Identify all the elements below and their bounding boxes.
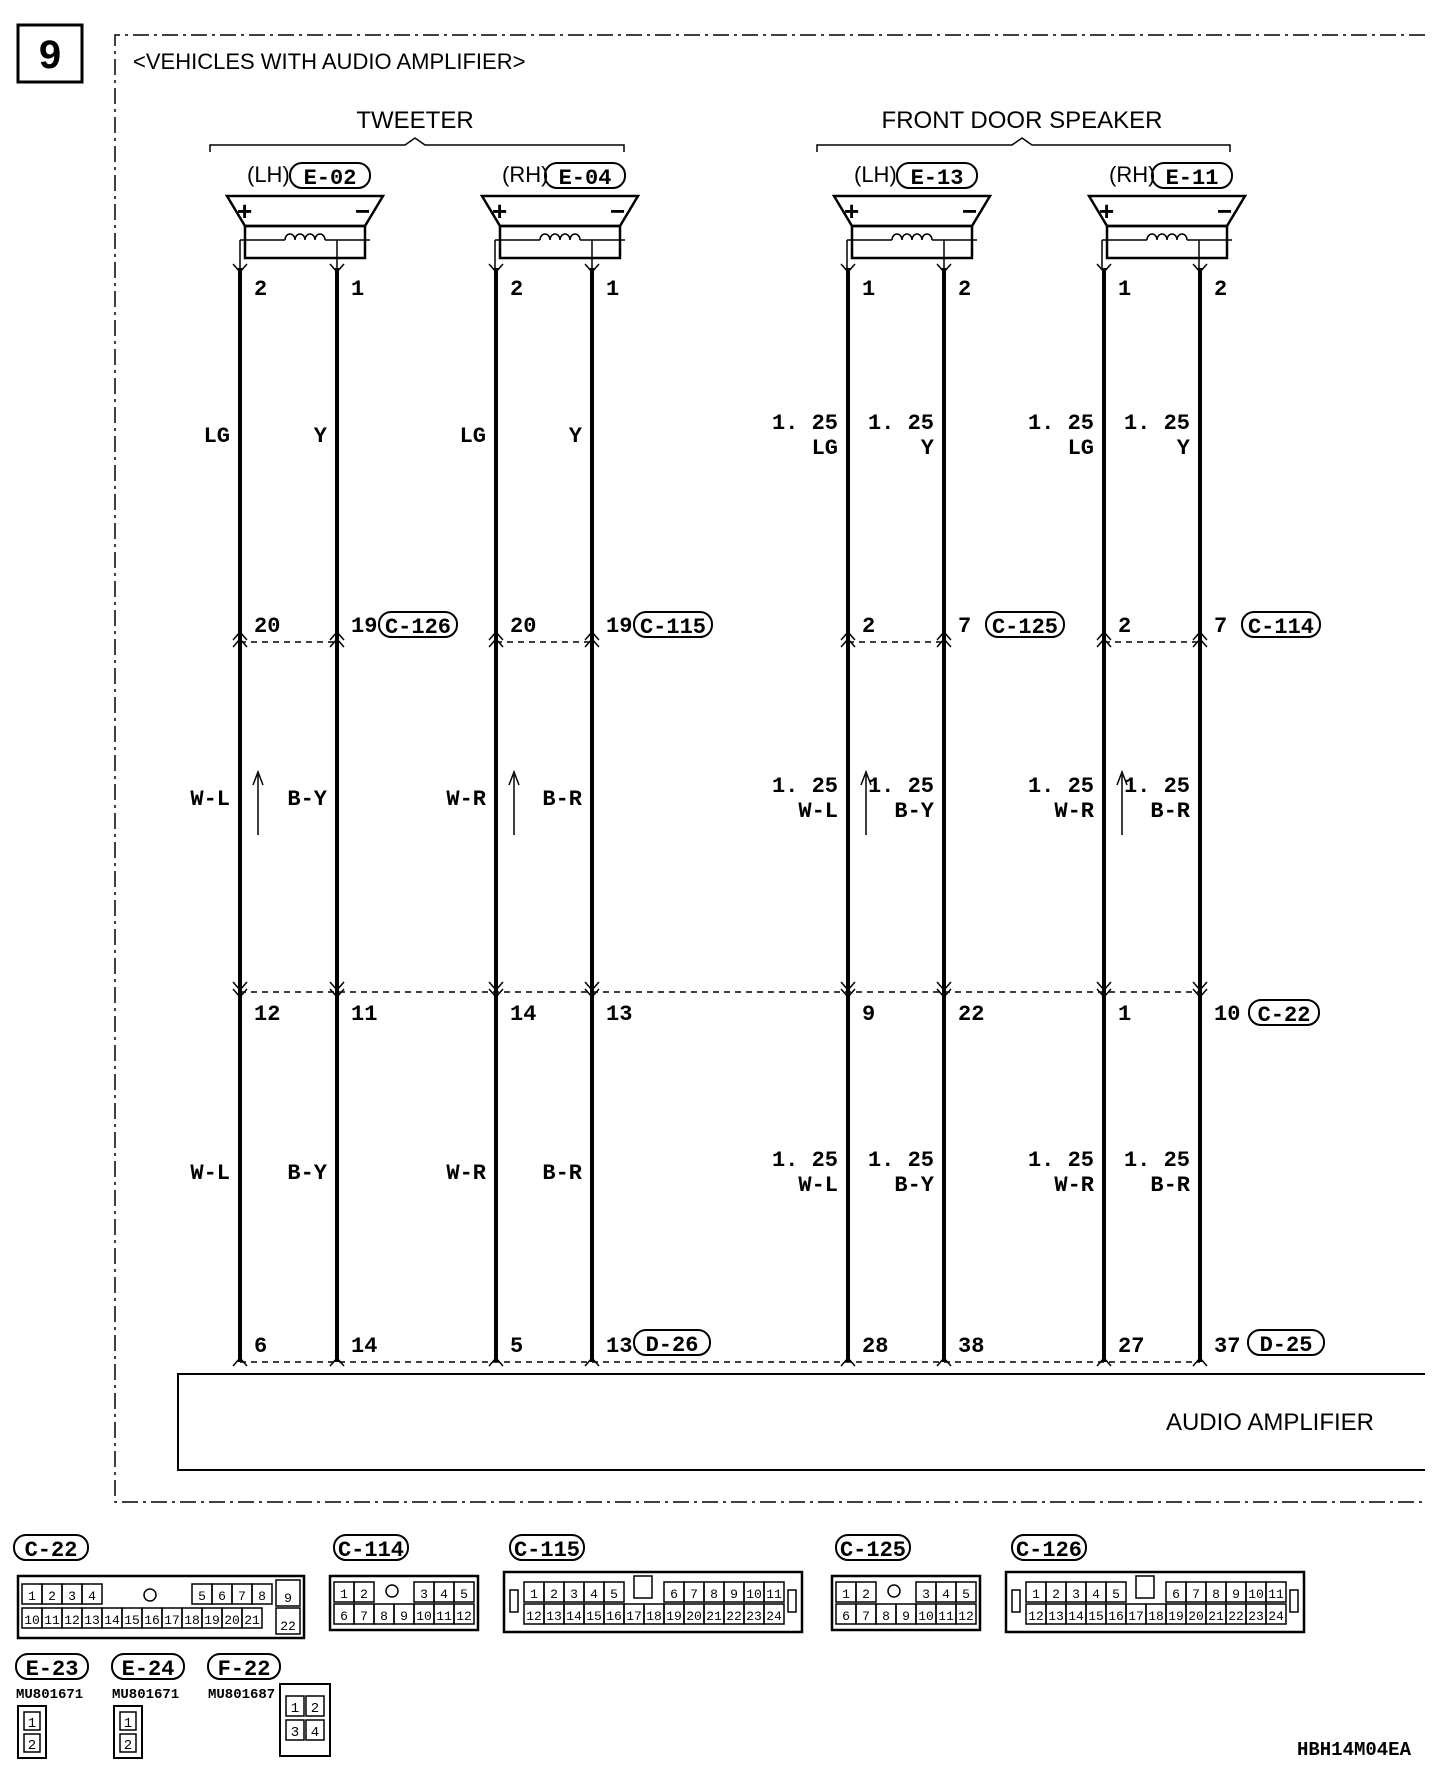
speaker-pin-number: 2 bbox=[510, 277, 524, 302]
connector-pin-number: 4 bbox=[440, 1587, 448, 1602]
speaker-body bbox=[245, 226, 365, 258]
speaker-minus: − bbox=[962, 196, 978, 226]
wire-size-label: 1. 25 bbox=[1123, 411, 1190, 436]
connector-pin-number: 16 bbox=[144, 1613, 160, 1628]
variant-frame bbox=[115, 35, 1425, 1502]
amp-pin-number: 38 bbox=[958, 1334, 985, 1359]
speaker-plus: + bbox=[1099, 196, 1115, 226]
connector-pin-number: 13 bbox=[1048, 1609, 1064, 1624]
connector-pin-number: 20 bbox=[686, 1609, 702, 1624]
connector-pin-number: 1 bbox=[1032, 1587, 1040, 1602]
speaker-body bbox=[1107, 226, 1227, 258]
connector-pin-number: 8 bbox=[882, 1609, 890, 1624]
connector-pin-number: 15 bbox=[124, 1613, 140, 1628]
connector-pin-number: 1 bbox=[842, 1587, 850, 1602]
connector-pin-number: 1 bbox=[290, 1701, 300, 1717]
connector-pin-number: 1 bbox=[28, 1589, 36, 1604]
connector-pin-number: 12 bbox=[1028, 1609, 1044, 1624]
connector-pin-number: 14 bbox=[1068, 1609, 1084, 1624]
speaker-body bbox=[852, 226, 972, 258]
connector-pin-number: 9 bbox=[902, 1609, 910, 1624]
speaker-4 bbox=[1089, 162, 1245, 302]
connector-pin-number: 8 bbox=[1212, 1587, 1220, 1602]
connector-pin-number: 2 bbox=[48, 1589, 56, 1604]
junction-pin-number: 19 bbox=[351, 614, 378, 639]
connector-pin-number: 18 bbox=[184, 1613, 200, 1628]
speaker-coil-leads bbox=[1102, 240, 1232, 268]
wire-size-label: 1. 25 bbox=[1123, 774, 1190, 799]
c22-pin-number: 11 bbox=[351, 1002, 378, 1027]
wire-size-label: 1. 25 bbox=[867, 1148, 934, 1173]
connector-pin-number: 4 bbox=[88, 1589, 96, 1604]
connector-pin-number: 8 bbox=[258, 1589, 266, 1604]
speaker-side-label: (LH) bbox=[247, 162, 290, 187]
connector-part-number: MU801671 bbox=[16, 1687, 84, 1703]
wire-size-label: 1. 25 bbox=[771, 1148, 838, 1173]
speaker-pin-number: 2 bbox=[1214, 277, 1228, 302]
c125-lock-icon bbox=[888, 1585, 900, 1597]
connector-pin-number: 15 bbox=[1088, 1609, 1104, 1624]
connector-part-number: MU801687 bbox=[208, 1687, 276, 1703]
speaker-coil-icon bbox=[892, 234, 932, 240]
speaker-minus: − bbox=[610, 196, 626, 226]
connector-pin-number: 5 bbox=[610, 1587, 618, 1602]
speaker-coil-leads bbox=[847, 240, 977, 268]
speaker-plus: + bbox=[844, 196, 860, 226]
speaker-3 bbox=[834, 162, 990, 302]
wire-color-label: W-L bbox=[190, 787, 230, 812]
connector-pin-number: 20 bbox=[1188, 1609, 1204, 1624]
c22-pin-number: 10 bbox=[1214, 1002, 1241, 1027]
connector-pin-number: 21 bbox=[244, 1613, 260, 1628]
wire-color-label: LG bbox=[203, 424, 230, 449]
junction-pin-number: 19 bbox=[606, 614, 633, 639]
front-door-speaker-bracket bbox=[817, 138, 1230, 152]
wire-color-label: W-L bbox=[798, 1173, 838, 1198]
connector-pin-number: 1 bbox=[27, 1716, 37, 1732]
amp-pin-number: 6 bbox=[254, 1334, 268, 1359]
connector-pin-number: 6 bbox=[670, 1587, 678, 1602]
connector-view-label: C-114 bbox=[337, 1538, 405, 1563]
c114-lock-icon bbox=[386, 1585, 398, 1597]
speaker-pin-number: 2 bbox=[958, 277, 972, 302]
connector-pin-number: 18 bbox=[1148, 1609, 1164, 1624]
connector-pin-number: 12 bbox=[64, 1613, 80, 1628]
amp-pin-number: 27 bbox=[1118, 1334, 1145, 1359]
connector-pin-number: 8 bbox=[710, 1587, 718, 1602]
connector-pin-number: 3 bbox=[68, 1589, 76, 1604]
connector-pin-number: 6 bbox=[218, 1589, 226, 1604]
c115-latch bbox=[510, 1590, 518, 1612]
wire-size-label: 1. 25 bbox=[1027, 1148, 1094, 1173]
junction-pin-number: 2 bbox=[862, 614, 876, 639]
connector-pin-number: 12 bbox=[456, 1609, 472, 1624]
connector-pin-number: 11 bbox=[44, 1613, 60, 1628]
wire-color-label: B-Y bbox=[894, 1173, 934, 1198]
connector-pin-number: 10 bbox=[24, 1613, 40, 1628]
connector-pin-number: 22 bbox=[1228, 1609, 1244, 1624]
connector-pin-number: 19 bbox=[1168, 1609, 1184, 1624]
amp-pin-number: 13 bbox=[606, 1334, 633, 1359]
junction-pin-number: 7 bbox=[1214, 614, 1228, 639]
amp-pin-number: 28 bbox=[862, 1334, 889, 1359]
connector-pin-number: 2 bbox=[310, 1701, 320, 1717]
connector-view-label: E-24 bbox=[121, 1657, 175, 1682]
wire-color-label: W-R bbox=[446, 1161, 486, 1186]
amplifier-label: AUDIO AMPLIFIER bbox=[1165, 1409, 1375, 1436]
speaker-side-label: (LH) bbox=[854, 162, 897, 187]
connector-pin-number: 7 bbox=[360, 1609, 368, 1624]
connector-pin-number: 2 bbox=[27, 1738, 37, 1754]
speaker-plus: + bbox=[492, 196, 508, 226]
speaker-minus: − bbox=[355, 196, 371, 226]
connector-pin-number: 22 bbox=[726, 1609, 742, 1624]
connector-pin-number: 12 bbox=[958, 1609, 974, 1624]
connector-pin-number: 1 bbox=[530, 1587, 538, 1602]
speaker-connector-label: E-11 bbox=[1165, 166, 1219, 191]
connector-pin-number: 3 bbox=[290, 1725, 300, 1741]
connector-view-label: C-115 bbox=[513, 1538, 581, 1563]
connector-pin-number: 17 bbox=[1128, 1609, 1144, 1624]
connector-pin-number: 3 bbox=[420, 1587, 428, 1602]
amp-pin-number: 37 bbox=[1214, 1334, 1241, 1359]
c22-pin-number: 13 bbox=[606, 1002, 633, 1027]
tweeter-bracket bbox=[210, 138, 624, 152]
connector-pin-number: 10 bbox=[1248, 1587, 1264, 1602]
speaker-plus: + bbox=[237, 196, 253, 226]
connector-pin-number: 6 bbox=[842, 1609, 850, 1624]
connector-pin-number: 4 bbox=[310, 1725, 320, 1741]
connector-pin-number: 23 bbox=[1248, 1609, 1264, 1624]
connector-pin-number: 7 bbox=[862, 1609, 870, 1624]
connector-pin-number: 19 bbox=[204, 1613, 220, 1628]
speaker-side-label: (RH) bbox=[1109, 162, 1156, 187]
speaker-1 bbox=[227, 162, 383, 302]
wire-color-label: B-Y bbox=[894, 799, 934, 824]
connector-pin-number: 14 bbox=[566, 1609, 582, 1624]
connector-pin-number: 2 bbox=[862, 1587, 870, 1602]
connector-pin-number: 5 bbox=[1112, 1587, 1120, 1602]
connector-pin-number: 1 bbox=[123, 1716, 133, 1732]
amp-connector-label: D-25 bbox=[1259, 1333, 1313, 1358]
connector-pin-number: 12 bbox=[526, 1609, 542, 1624]
wire-color-label: B-R bbox=[542, 787, 582, 812]
connector-pin-number: 3 bbox=[570, 1587, 578, 1602]
connector-part-number: MU801671 bbox=[112, 1687, 180, 1703]
wire-size-label: 1. 25 bbox=[771, 411, 838, 436]
speaker-pin-number: 1 bbox=[862, 277, 876, 302]
connector-pin-number: 11 bbox=[1268, 1587, 1284, 1602]
junction-pin-number: 20 bbox=[254, 614, 281, 639]
connector-pin-number: 7 bbox=[1192, 1587, 1200, 1602]
connector-pin-number: 10 bbox=[416, 1609, 432, 1624]
connector-view-label: C-126 bbox=[1015, 1538, 1083, 1563]
connector-pin-number: 16 bbox=[1108, 1609, 1124, 1624]
speaker-minus: − bbox=[1217, 196, 1233, 226]
speaker-connector-label: E-02 bbox=[303, 166, 357, 191]
speaker-pin-number: 1 bbox=[351, 277, 365, 302]
wire-size-label: 1. 25 bbox=[771, 774, 838, 799]
connector-pin-number: 14 bbox=[104, 1613, 120, 1628]
connector-pin-number: 6 bbox=[340, 1609, 348, 1624]
junction-connector-label: C-125 bbox=[991, 615, 1059, 640]
connector-pin-number: 2 bbox=[360, 1587, 368, 1602]
wire-color-label: Y bbox=[920, 436, 934, 461]
connector-pin-number: 21 bbox=[706, 1609, 722, 1624]
speaker-coil-icon bbox=[1147, 234, 1187, 240]
connector-pin-number: 24 bbox=[766, 1609, 782, 1624]
junction-pin-number: 7 bbox=[958, 614, 972, 639]
speaker-body bbox=[500, 226, 620, 258]
connector-pin-number: 5 bbox=[460, 1587, 468, 1602]
tweeter-label: TWEETER bbox=[356, 107, 474, 134]
wire-color-label: LG bbox=[459, 424, 486, 449]
wire-color-label: W-R bbox=[1054, 1173, 1094, 1198]
wire-color-label: B-R bbox=[1150, 1173, 1190, 1198]
connector-view-label: E-23 bbox=[25, 1657, 79, 1682]
c22-pin-number: 1 bbox=[1118, 1002, 1132, 1027]
junction-connector-label: C-115 bbox=[639, 615, 707, 640]
wire-size-label: 1. 25 bbox=[1027, 411, 1094, 436]
front-door-speaker-label: FRONT DOOR SPEAKER bbox=[881, 107, 1163, 134]
connector-pin-number: 16 bbox=[606, 1609, 622, 1624]
connector-pin-number: 3 bbox=[1072, 1587, 1080, 1602]
wire-color-label: LG bbox=[811, 436, 838, 461]
wire-color-label: W-R bbox=[1054, 799, 1094, 824]
connector-pin-number: 10 bbox=[746, 1587, 762, 1602]
wire-color-label: Y bbox=[568, 424, 582, 449]
c115-key bbox=[634, 1576, 652, 1598]
connector-pin-number: 10 bbox=[918, 1609, 934, 1624]
variant-title: <VEHICLES WITH AUDIO AMPLIFIER> bbox=[133, 49, 526, 74]
amp-connector-label: D-26 bbox=[645, 1333, 699, 1358]
figure-code: HBH14M04EA bbox=[1296, 1739, 1411, 1761]
wire-color-label: LG bbox=[1067, 436, 1094, 461]
connector-view-label: C-125 bbox=[839, 1538, 907, 1563]
connector-pin-number: 23 bbox=[746, 1609, 762, 1624]
connector-pin-number: 8 bbox=[380, 1609, 388, 1624]
wire-color-label: Y bbox=[1176, 436, 1190, 461]
connector-pin-number: 5 bbox=[198, 1589, 206, 1604]
speaker-connector-label: E-04 bbox=[558, 166, 612, 191]
connector-pin-number: 2 bbox=[550, 1587, 558, 1602]
c126-latch bbox=[1290, 1590, 1298, 1612]
speaker-connector-label: E-13 bbox=[910, 166, 964, 191]
connector-pin-number: 11 bbox=[436, 1609, 452, 1624]
connector-pin-number: 13 bbox=[84, 1613, 100, 1628]
connector-pin-number: 13 bbox=[546, 1609, 562, 1624]
wire-size-label: 1. 25 bbox=[867, 411, 934, 436]
connector-pin-number: 18 bbox=[646, 1609, 662, 1624]
speaker-coil-icon bbox=[540, 234, 580, 240]
c115-latch bbox=[788, 1590, 796, 1612]
c22-pin-number: 22 bbox=[958, 1002, 985, 1027]
speaker-coil-leads bbox=[495, 240, 625, 268]
wire-color-label: B-Y bbox=[287, 787, 327, 812]
connector-view-label: F-22 bbox=[217, 1657, 271, 1682]
wire-color-label: W-L bbox=[190, 1161, 230, 1186]
wire-size-label: 1. 25 bbox=[1027, 774, 1094, 799]
connector-pin-number: 4 bbox=[942, 1587, 950, 1602]
connector-pin-number: 17 bbox=[164, 1613, 180, 1628]
c22-connector-label: C-22 bbox=[1257, 1003, 1311, 1028]
connector-pin-number: 6 bbox=[1172, 1587, 1180, 1602]
wire-color-label: W-L bbox=[798, 799, 838, 824]
connector-pin-number: 3 bbox=[922, 1587, 930, 1602]
wire-color-label: B-R bbox=[542, 1161, 582, 1186]
c126-key bbox=[1136, 1576, 1154, 1598]
junction-connector-label: C-126 bbox=[384, 615, 452, 640]
junction-pin-number: 2 bbox=[1118, 614, 1132, 639]
connector-pin-number: 11 bbox=[766, 1587, 782, 1602]
c22-pin-number: 12 bbox=[254, 1002, 281, 1027]
connector-pin-number: 15 bbox=[586, 1609, 602, 1624]
connector-view-label: C-22 bbox=[24, 1538, 78, 1563]
c22-lock-icon bbox=[144, 1589, 156, 1601]
junction-pin-number: 20 bbox=[510, 614, 537, 639]
c22-pin-number: 14 bbox=[510, 1002, 537, 1027]
wire-color-label: W-R bbox=[446, 787, 486, 812]
connector-pin-number: 4 bbox=[590, 1587, 598, 1602]
connector-pin-number: 4 bbox=[1092, 1587, 1100, 1602]
amp-pin-number: 14 bbox=[351, 1334, 378, 1359]
connector-pin-number: 11 bbox=[938, 1609, 954, 1624]
connector-pin-number: 9 bbox=[1232, 1587, 1240, 1602]
speaker-pin-number: 1 bbox=[1118, 277, 1132, 302]
wire-size-label: 1. 25 bbox=[1123, 1148, 1190, 1173]
speaker-2 bbox=[482, 162, 638, 302]
page-number: 9 bbox=[38, 33, 62, 77]
connector-pin-number: 20 bbox=[224, 1613, 240, 1628]
connector-pin-number: 2 bbox=[123, 1738, 133, 1754]
wire-color-label: B-R bbox=[1150, 799, 1190, 824]
connector-pin-number: 19 bbox=[666, 1609, 682, 1624]
connector-pin-number: 24 bbox=[1268, 1609, 1284, 1624]
connector-pin-number: 22 bbox=[280, 1619, 296, 1634]
connector-pin-number: 5 bbox=[962, 1587, 970, 1602]
speaker-coil-icon bbox=[285, 234, 325, 240]
speaker-coil-leads bbox=[240, 240, 370, 268]
connector-pin-number: 9 bbox=[730, 1587, 738, 1602]
amp-pin-number: 5 bbox=[510, 1334, 524, 1359]
connector-pin-number: 9 bbox=[284, 1591, 292, 1606]
speaker-side-label: (RH) bbox=[502, 162, 549, 187]
speaker-pin-number: 1 bbox=[606, 277, 620, 302]
wire-color-label: Y bbox=[313, 424, 327, 449]
connector-pin-number: 7 bbox=[238, 1589, 246, 1604]
c126-latch bbox=[1012, 1590, 1020, 1612]
connector-pin-number: 17 bbox=[626, 1609, 642, 1624]
c22-pin-number: 9 bbox=[862, 1002, 876, 1027]
connector-pin-number: 9 bbox=[400, 1609, 408, 1624]
connector-pin-number: 7 bbox=[690, 1587, 698, 1602]
connector-pin-number: 21 bbox=[1208, 1609, 1224, 1624]
wire-size-label: 1. 25 bbox=[867, 774, 934, 799]
speaker-pin-number: 2 bbox=[254, 277, 268, 302]
junction-connector-label: C-114 bbox=[1247, 615, 1315, 640]
wire-color-label: B-Y bbox=[287, 1161, 327, 1186]
connector-pin-number: 1 bbox=[340, 1587, 348, 1602]
connector-pin-number: 2 bbox=[1052, 1587, 1060, 1602]
